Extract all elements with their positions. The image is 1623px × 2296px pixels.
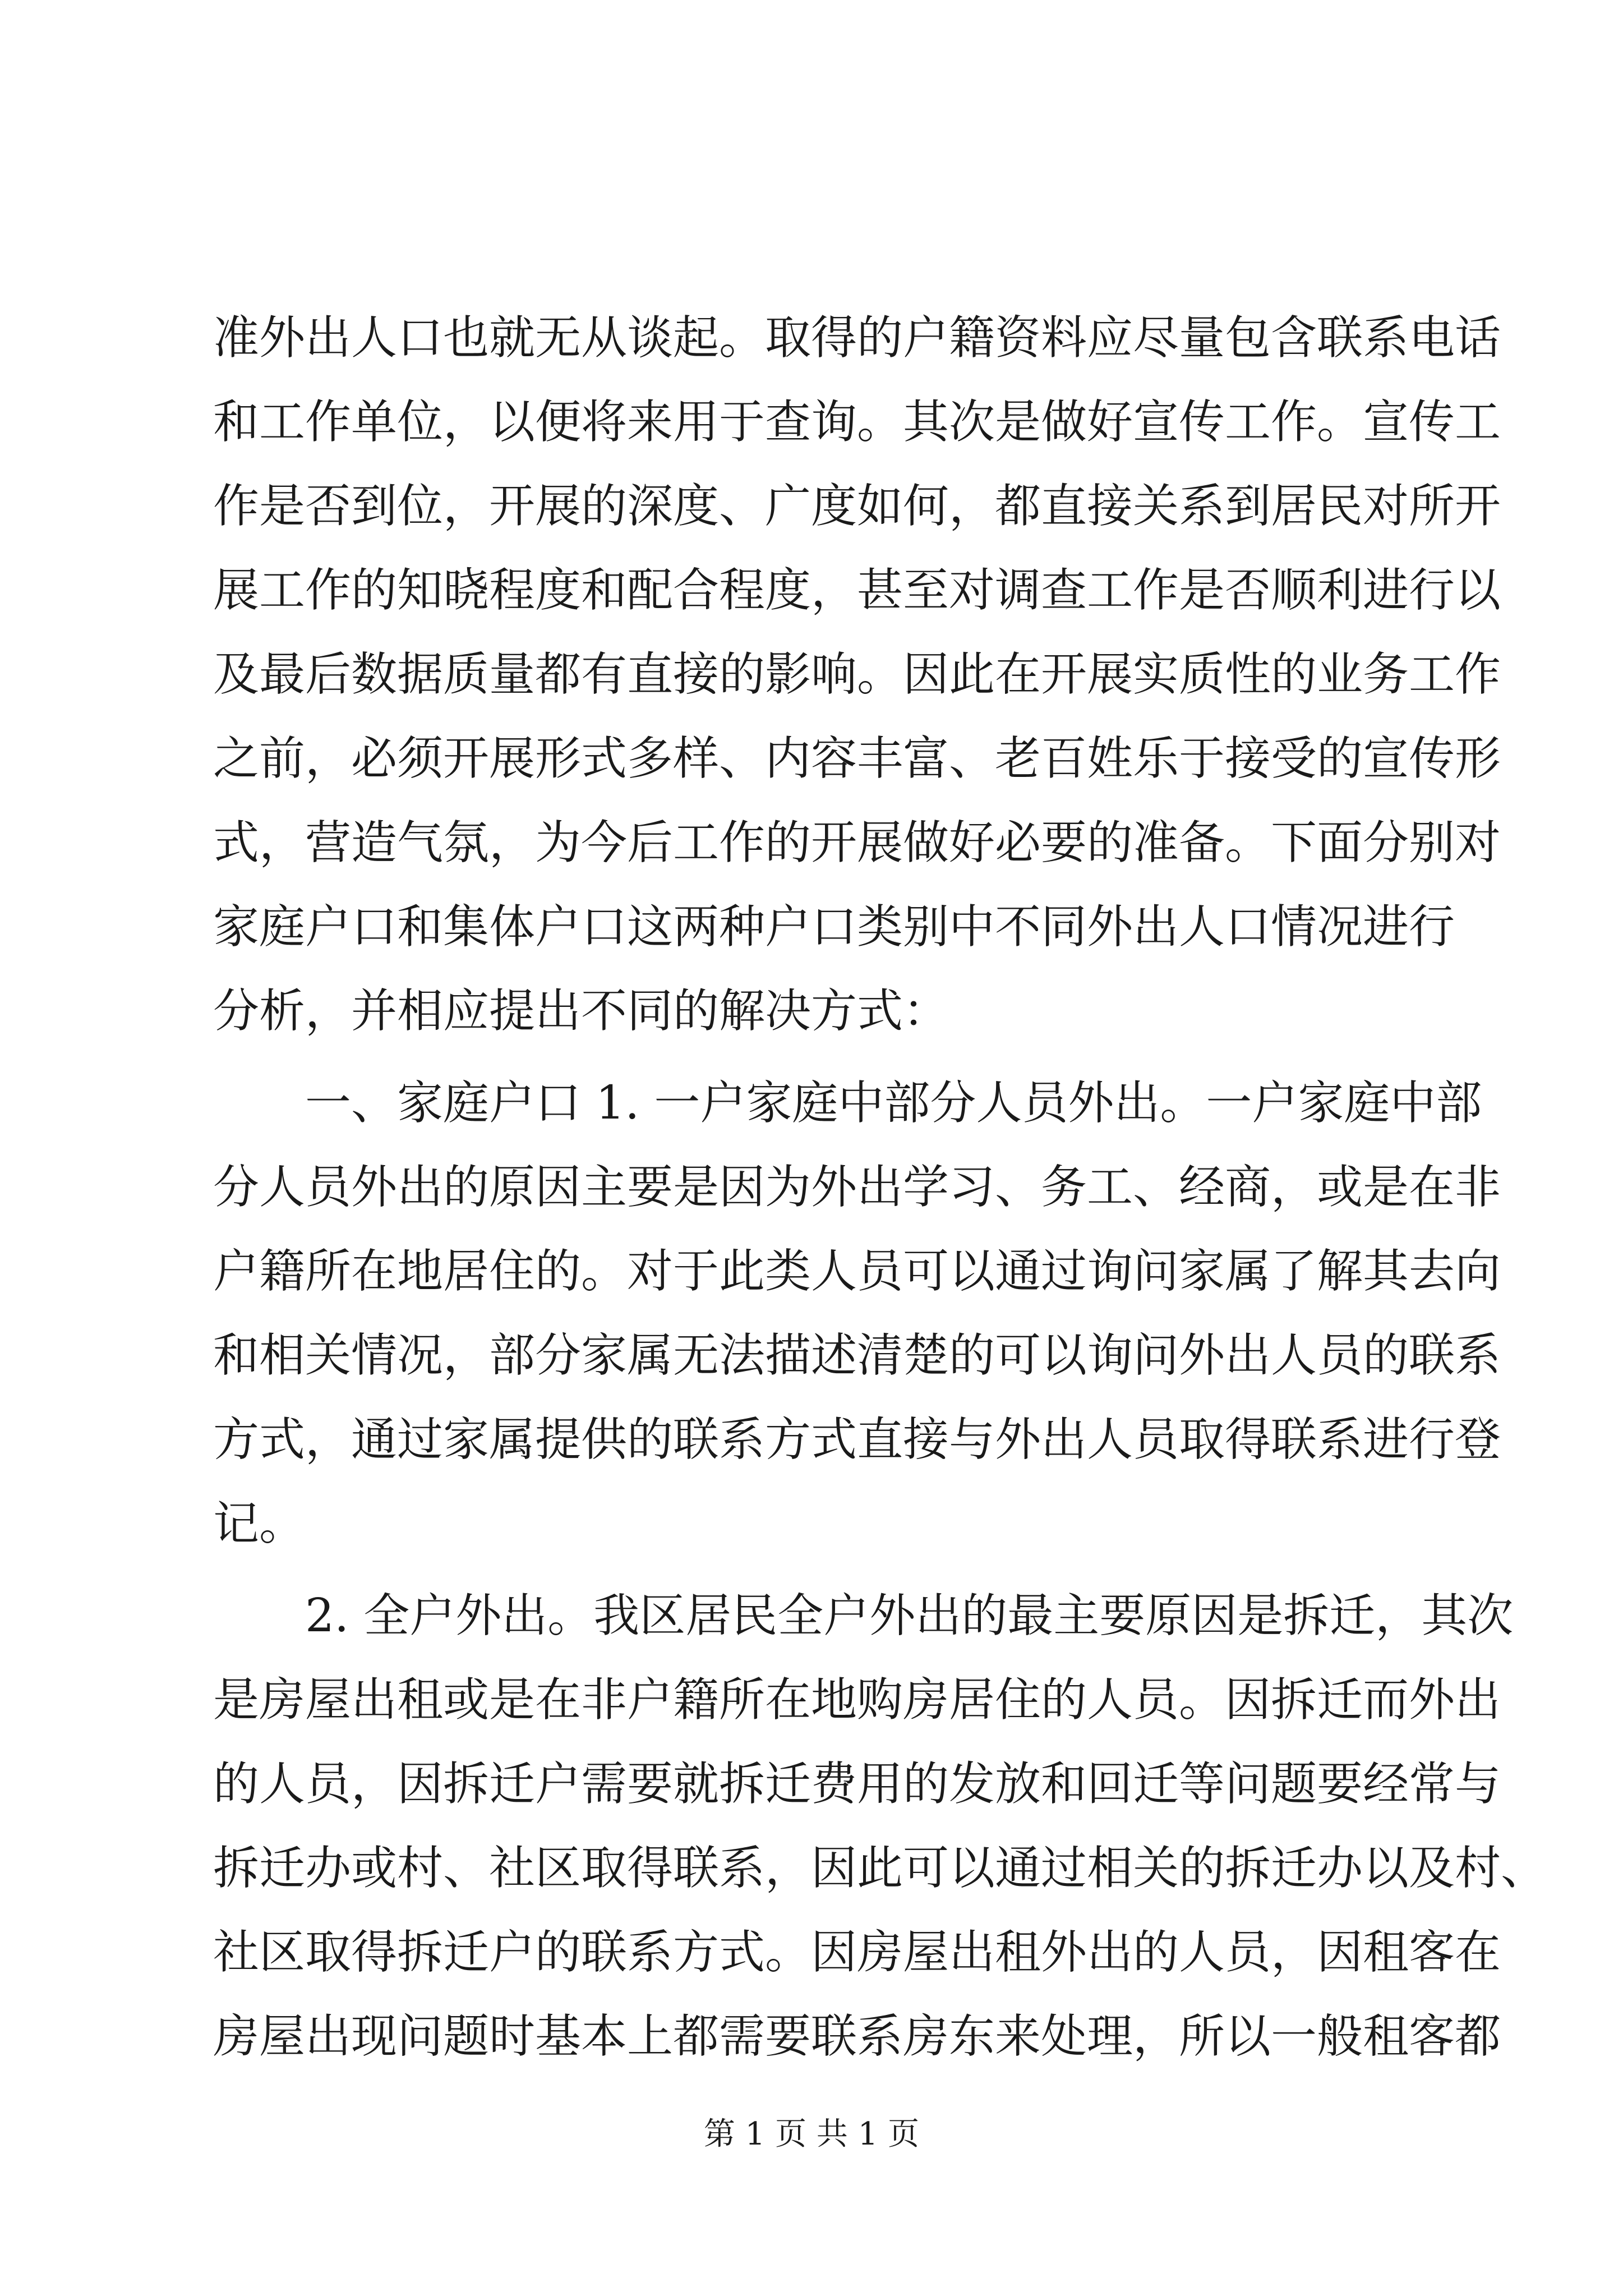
text-line: 2. 全户外出。我区居民全户外出的最主要原因是拆迁，其次	[305, 1589, 1514, 1642]
text-line: 准外出人口也就无从谈起。取得的户籍资料应尽量包含联系电话	[213, 311, 1501, 365]
text-line: 分析，并相应提出不同的解决方式：	[213, 984, 949, 1038]
text-line: 作是否到位，开展的深度、广度如何，都直接关系到居民对所开	[213, 480, 1501, 533]
text-line: 是房屋出租或是在非户籍所在地购房居住的人员。因拆迁而外出	[213, 1673, 1501, 1727]
page-number-label: 第 1 页 共 1 页	[703, 2116, 920, 2152]
text-line: 拆迁办或村、社区取得联系，因此可以通过相关的拆迁办以及村、	[213, 1842, 1547, 1895]
paragraph-2	[213, 1061, 1501, 1566]
page-footer	[0, 2115, 1623, 2154]
text-line: 之前，必须开展形式多样、内容丰富、老百姓乐于接受的宣传形	[213, 732, 1501, 785]
text-line: 展工作的知晓程度和配合程度，甚至对调查工作是否顺利进行以	[213, 564, 1501, 617]
text-line: 记。	[213, 1497, 306, 1550]
text-line: 式，营造气氛，为今后工作的开展做好必要的准备。下面分别对	[213, 816, 1501, 869]
paragraph-gap	[213, 1566, 1419, 1574]
text-line: 房屋出现问题时基本上都需要联系房东来处理，所以一般租客都	[213, 2010, 1501, 2063]
text-line: 一、家庭户口 1. 一户家庭中部分人员外出。一户家庭中部	[305, 1076, 1482, 1130]
text-line: 户籍所在地居住的。对于此类人员可以通过询问家属了解其去向	[213, 1245, 1501, 1298]
text-line: 社区取得拆迁户的联系方式。因房屋出租外出的人员，因租客在	[213, 1926, 1501, 1979]
text-line: 和相关情况，部分家属无法描述清楚的可以询问外出人员的联系	[213, 1329, 1501, 1382]
text-line: 方式，通过家属提供的联系方式直接与外出人员取得联系进行登	[213, 1413, 1501, 1466]
text-line: 和工作单位，以便将来用于查询。其次是做好宣传工作。宣传工	[213, 395, 1501, 449]
text-line: 家庭户口和集体户口这两种户口类别中不同外出人口情况进行	[213, 900, 1455, 954]
paragraph-3	[213, 1574, 1547, 2079]
text-line: 的人员，因拆迁户需要就拆迁费用的发放和回迁等问题要经常与	[213, 1757, 1501, 1811]
text-line: 分人员外出的原因主要是因为外出学习、务工、经商，或是在非	[213, 1161, 1501, 1214]
paragraph-gap	[213, 1053, 1419, 1061]
text-line: 及最后数据质量都有直接的影响。因此在开展实质性的业务工作	[213, 648, 1501, 701]
paragraph-1	[213, 296, 1501, 1053]
document-body	[213, 296, 1547, 2079]
